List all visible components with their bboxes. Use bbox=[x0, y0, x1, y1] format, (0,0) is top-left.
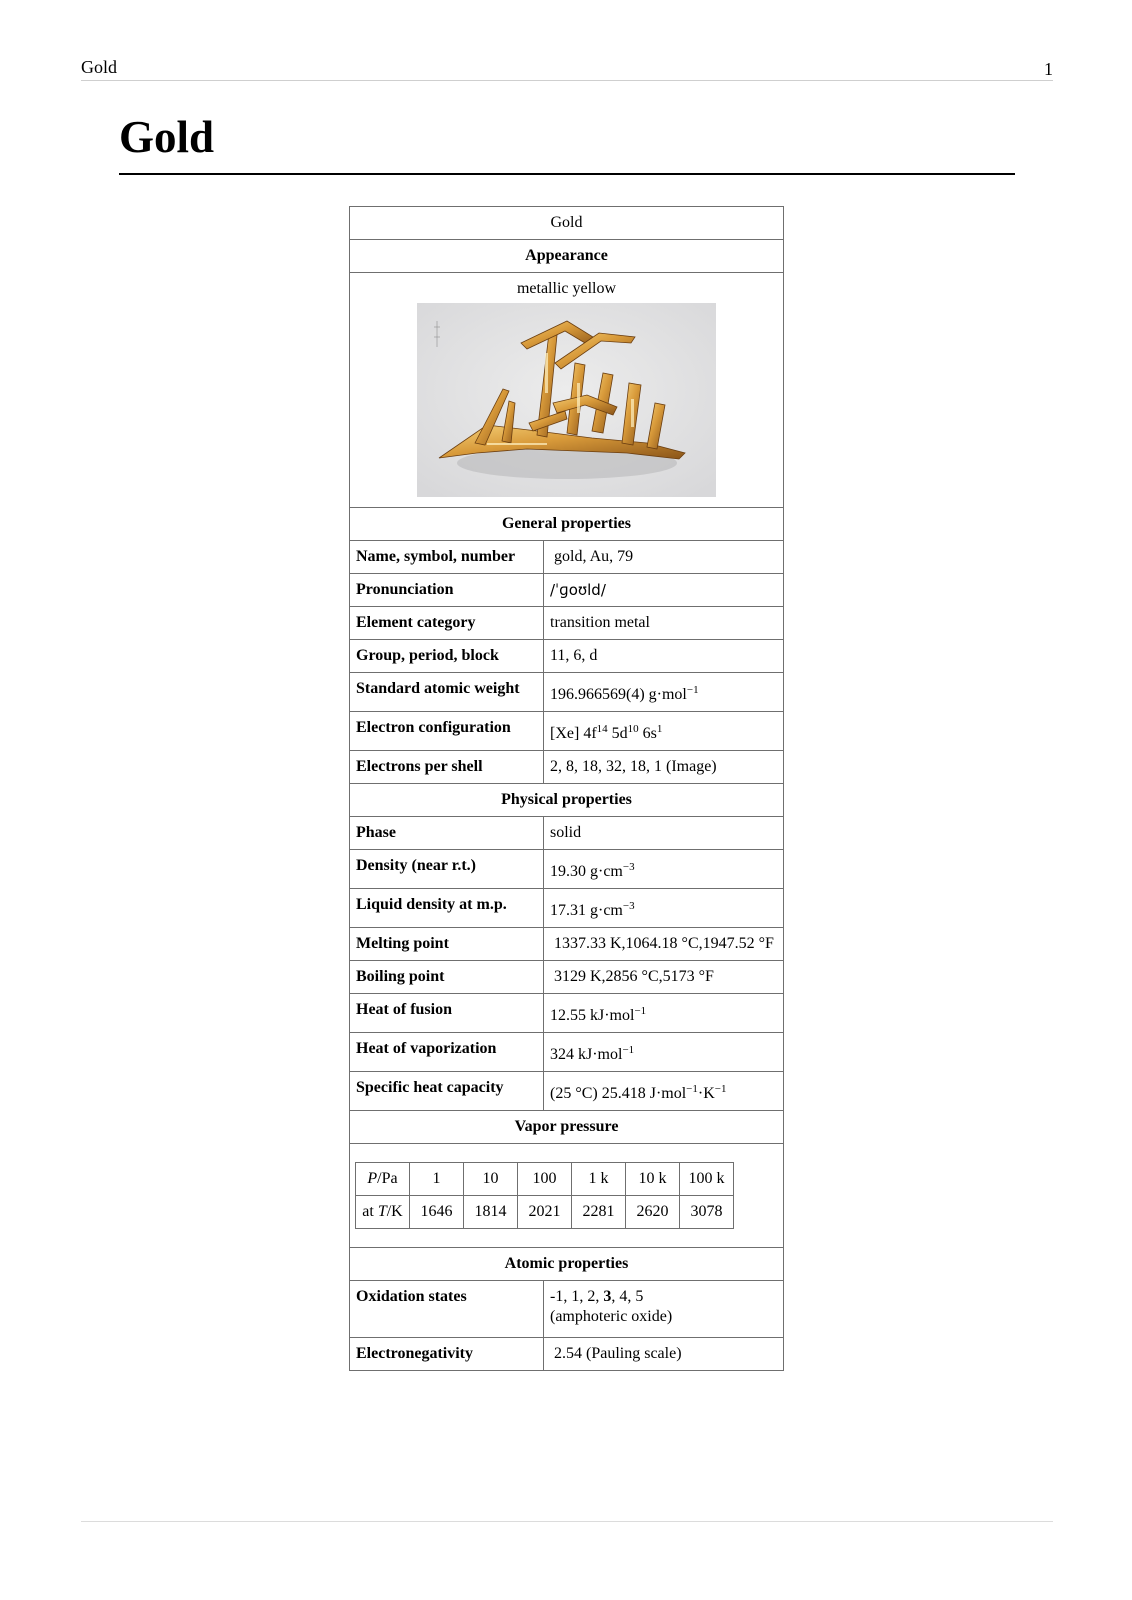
section-heading-general: General properties bbox=[350, 508, 784, 541]
value-electron-configuration bbox=[544, 712, 784, 751]
density-exponent: −3 bbox=[622, 861, 635, 873]
value-liquid-density bbox=[544, 889, 784, 928]
vp-temperature-value: 1646 bbox=[410, 1196, 464, 1229]
appearance-text: metallic yellow bbox=[516, 280, 617, 297]
atomic-weight-text: 196.966569(4) g·mol bbox=[550, 686, 687, 703]
vp-temperature-value: 2021 bbox=[518, 1196, 572, 1229]
label-name-symbol-number: Name, symbol, number bbox=[350, 541, 544, 574]
value-element-category: transition metal bbox=[544, 607, 784, 640]
section-heading-physical: Physical properties bbox=[350, 784, 784, 817]
label-melting-point: Melting point bbox=[350, 928, 544, 961]
row-density bbox=[350, 850, 784, 889]
heat-of-vaporization-exponent: −1 bbox=[622, 1044, 635, 1056]
atomic-weight-exponent: −1 bbox=[686, 684, 699, 696]
vp-pressure-value: 10 k bbox=[626, 1163, 680, 1196]
vp-t-unit: /K bbox=[386, 1203, 403, 1220]
label-electron-configuration: Electron configuration bbox=[350, 712, 544, 751]
vp-pressure-value: 1 k bbox=[572, 1163, 626, 1196]
label-heat-of-fusion: Heat of fusion bbox=[350, 994, 544, 1033]
row-electron-configuration bbox=[350, 712, 784, 751]
header-divider bbox=[81, 80, 1053, 81]
label-oxidation-states: Oxidation states bbox=[350, 1281, 544, 1338]
vp-temperature-label bbox=[356, 1196, 410, 1229]
gold-crystals-image bbox=[417, 303, 716, 497]
vp-p-symbol: P bbox=[367, 1170, 378, 1187]
row-oxidation-states bbox=[350, 1281, 784, 1338]
vp-pressure-value: 100 bbox=[518, 1163, 572, 1196]
title-underline bbox=[119, 173, 1015, 175]
value-heat-of-fusion bbox=[544, 994, 784, 1033]
vp-temperature-value: 2620 bbox=[626, 1196, 680, 1229]
econfig-d-exp: 10 bbox=[627, 723, 639, 735]
vp-temperature-value: 1814 bbox=[464, 1196, 518, 1229]
econfig-base: [Xe] 4f bbox=[550, 725, 597, 742]
vp-pressure-value: 10 bbox=[464, 1163, 518, 1196]
page-number: 1 bbox=[1044, 59, 1053, 79]
value-electronegativity: 2.54 (Pauling scale) bbox=[544, 1338, 784, 1371]
vapor-pressure-cell bbox=[350, 1144, 784, 1248]
label-atomic-weight: Standard atomic weight bbox=[350, 673, 544, 712]
label-density: Density (near r.t.) bbox=[350, 850, 544, 889]
label-specific-heat: Specific heat capacity bbox=[350, 1072, 544, 1111]
oxidation-pre: -1, 1, 2, bbox=[550, 1288, 604, 1305]
value-oxidation-states bbox=[544, 1281, 784, 1338]
row-element-category bbox=[350, 607, 784, 640]
row-liquid-density bbox=[350, 889, 784, 928]
row-electrons-per-shell bbox=[350, 751, 784, 784]
econfig-d: 5d bbox=[607, 725, 628, 742]
heat-of-vaporization-text: 324 kJ·mol bbox=[550, 1046, 623, 1063]
vp-pressure-label bbox=[356, 1163, 410, 1196]
section-heading-appearance: Appearance bbox=[350, 240, 784, 273]
econfig-s: 6s bbox=[638, 725, 657, 742]
label-phase: Phase bbox=[350, 817, 544, 850]
row-phase bbox=[350, 817, 784, 850]
vp-t-prefix: at bbox=[362, 1203, 378, 1220]
row-atomic-weight bbox=[350, 673, 784, 712]
value-atomic-weight bbox=[544, 673, 784, 712]
infobox-caption: Gold bbox=[350, 207, 784, 240]
specific-heat-mid: ·K bbox=[697, 1085, 715, 1102]
heat-of-fusion-exponent: −1 bbox=[634, 1005, 647, 1017]
oxidation-note: (amphoteric oxide) bbox=[550, 1308, 673, 1325]
specific-heat-exp1: −1 bbox=[686, 1083, 698, 1095]
value-boiling-point: 3129 K,2856 °C,5173 °F bbox=[544, 961, 784, 994]
running-header-title: Gold bbox=[81, 57, 117, 77]
label-boiling-point: Boiling point bbox=[350, 961, 544, 994]
section-heading-atomic: Atomic properties bbox=[350, 1248, 784, 1281]
label-electronegativity: Electronegativity bbox=[350, 1338, 544, 1371]
row-specific-heat bbox=[350, 1072, 784, 1111]
value-electrons-per-shell: 2, 8, 18, 32, 18, 1 (Image) bbox=[544, 751, 784, 784]
page-title: Gold bbox=[119, 112, 215, 162]
value-specific-heat bbox=[544, 1072, 784, 1111]
row-heat-of-vaporization bbox=[350, 1033, 784, 1072]
specific-heat-text: (25 °C) 25.418 J·mol bbox=[550, 1085, 687, 1102]
vp-p-unit: /Pa bbox=[377, 1170, 398, 1187]
section-heading-vapor-pressure: Vapor pressure bbox=[350, 1111, 784, 1144]
row-name-symbol-number bbox=[350, 541, 784, 574]
label-element-category: Element category bbox=[350, 607, 544, 640]
label-heat-of-vaporization: Heat of vaporization bbox=[350, 1033, 544, 1072]
liquid-density-exponent: −3 bbox=[622, 900, 635, 912]
footer-divider bbox=[81, 1521, 1053, 1522]
value-name-symbol-number: gold, Au, 79 bbox=[544, 541, 784, 574]
value-group-period-block: 11, 6, d bbox=[544, 640, 784, 673]
row-melting-point bbox=[350, 928, 784, 961]
appearance-cell bbox=[350, 273, 784, 508]
vp-t-symbol: T bbox=[377, 1203, 387, 1220]
vp-pressure-value: 100 k bbox=[680, 1163, 734, 1196]
label-liquid-density: Liquid density at m.p. bbox=[350, 889, 544, 928]
vapor-pressure-table bbox=[355, 1162, 734, 1229]
label-group-period-block: Group, period, block bbox=[350, 640, 544, 673]
element-infobox bbox=[349, 206, 784, 1371]
econfig-f-exp: 14 bbox=[596, 723, 608, 735]
value-melting-point: 1337.33 K,1064.18 °C,1947.52 °F bbox=[544, 928, 784, 961]
vp-pressure-value: 1 bbox=[410, 1163, 464, 1196]
specific-heat-exp2: −1 bbox=[714, 1083, 727, 1095]
label-electrons-per-shell: Electrons per shell bbox=[350, 751, 544, 784]
vp-temperature-value: 3078 bbox=[680, 1196, 734, 1229]
value-pronunciation: /ˈɡoʊld/ bbox=[544, 574, 784, 607]
heat-of-fusion-text: 12.55 kJ·mol bbox=[550, 1007, 635, 1024]
value-phase: solid bbox=[544, 817, 784, 850]
row-group-period-block bbox=[350, 640, 784, 673]
row-pronunciation bbox=[350, 574, 784, 607]
value-density bbox=[544, 850, 784, 889]
econfig-s-exp: 1 bbox=[656, 723, 663, 735]
oxidation-post: , 4, 5 bbox=[611, 1288, 644, 1305]
oxidation-bold: 3 bbox=[603, 1288, 612, 1305]
row-electronegativity bbox=[350, 1338, 784, 1371]
liquid-density-text: 17.31 g·cm bbox=[550, 902, 623, 919]
label-pronunciation: Pronunciation bbox=[350, 574, 544, 607]
row-boiling-point bbox=[350, 961, 784, 994]
value-heat-of-vaporization bbox=[544, 1033, 784, 1072]
vp-temperature-value: 2281 bbox=[572, 1196, 626, 1229]
row-heat-of-fusion bbox=[350, 994, 784, 1033]
vp-temperature-row bbox=[356, 1196, 734, 1229]
density-text: 19.30 g·cm bbox=[550, 863, 623, 880]
vp-pressure-row bbox=[356, 1163, 734, 1196]
